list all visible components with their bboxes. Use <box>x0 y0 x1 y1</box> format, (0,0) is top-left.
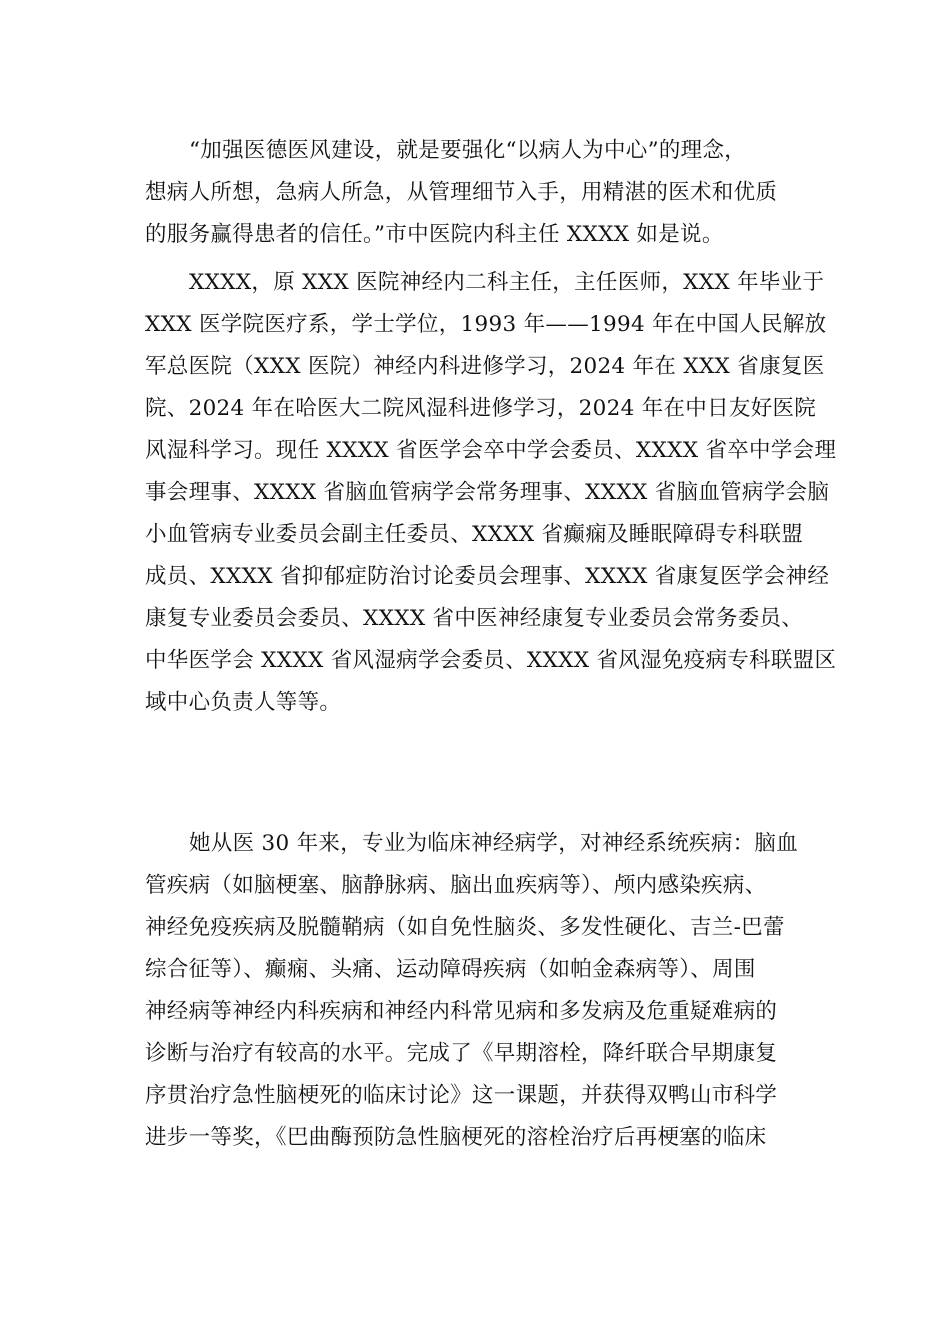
text-line: 想病人所想，急病人所急，从管理细节入手，用精湛的医术和优质 <box>145 180 778 205</box>
text-line: 她从医 30 年来，专业为临床神经病学，对神经系统疾病：脑血 <box>189 831 799 856</box>
text-line: 序贯治疗急性脑梗死的临床讨论》这一课题，并获得双鸭山市科学 <box>145 1083 778 1108</box>
text-line: 小血管病专业委员会副主任委员、XXXX 省癫痫及睡眠障碍专科联盟 <box>145 522 804 547</box>
text-line: 进步一等奖，《巴曲酶预防急性脑梗死的溶栓治疗后再梗塞的临床 <box>145 1125 767 1150</box>
text-line: 诊断与治疗有较高的水平。完成了《早期溶栓，降纤联合早期康复 <box>145 1041 778 1066</box>
text-line: 的服务赢得患者的信任。”市中医院内科主任 XXXX 如是说。 <box>145 222 724 247</box>
text-line: 成员、XXXX 省抑郁症防治讨论委员会理事、XXXX 省康复医学会神经 <box>145 564 830 589</box>
text-line: 风湿科学习。现任 XXXX 省医学会卒中学会委员、XXXX 省卒中学会理 <box>145 438 837 463</box>
text-line: 神经病等神经内科疾病和神经内科常见病和多发病及危重疑难病的 <box>145 999 778 1024</box>
text-line: “加强医德医风建设，就是要强化“以病人为中心”的理念， <box>189 138 747 163</box>
text-line: 事会理事、XXXX 省脑血管病学会常务理事、XXXX 省脑血管病学会脑 <box>145 480 830 505</box>
text-line: 综合征等）、癫痫、头痛、运动障碍疾病（如帕金森病等）、周围 <box>145 957 756 982</box>
paragraph-quote <box>145 130 807 256</box>
paragraph-expertise <box>145 823 807 1159</box>
text-line: 管疾病（如脑梗塞、脑静脉病、脑出血疾病等）、颅内感染疾病、 <box>145 873 767 898</box>
text-line: 域中心负责人等等。 <box>145 690 342 715</box>
text-line: 神经免疫疾病及脱髓鞘病（如自免性脑炎、多发性硬化、吉兰-巴蕾 <box>145 915 785 940</box>
text-line: 中华医学会 XXXX 省风湿病学会委员、XXXX 省风湿免疫病专科联盟区 <box>145 648 837 673</box>
text-line: 军总医院（XXX 医院）神经内科进修学习，2024 年在 XXX 省康复医 <box>145 354 825 379</box>
text-line: XXX 医学院医疗系，学士学位，1993 年——1994 年在中国人民解放 <box>145 312 827 337</box>
text-line: 院、2024 年在哈医大二院风湿科进修学习，2024 年在中日友好医院 <box>145 396 817 421</box>
text-line: 康复专业委员会委员、XXXX 省中医神经康复专业委员会常务委员、 <box>145 606 804 631</box>
text-line: XXXX，原 XXX 医院神经内二科主任，主任医师，XXX 年毕业于 <box>189 270 825 295</box>
paragraph-biography <box>145 262 837 724</box>
